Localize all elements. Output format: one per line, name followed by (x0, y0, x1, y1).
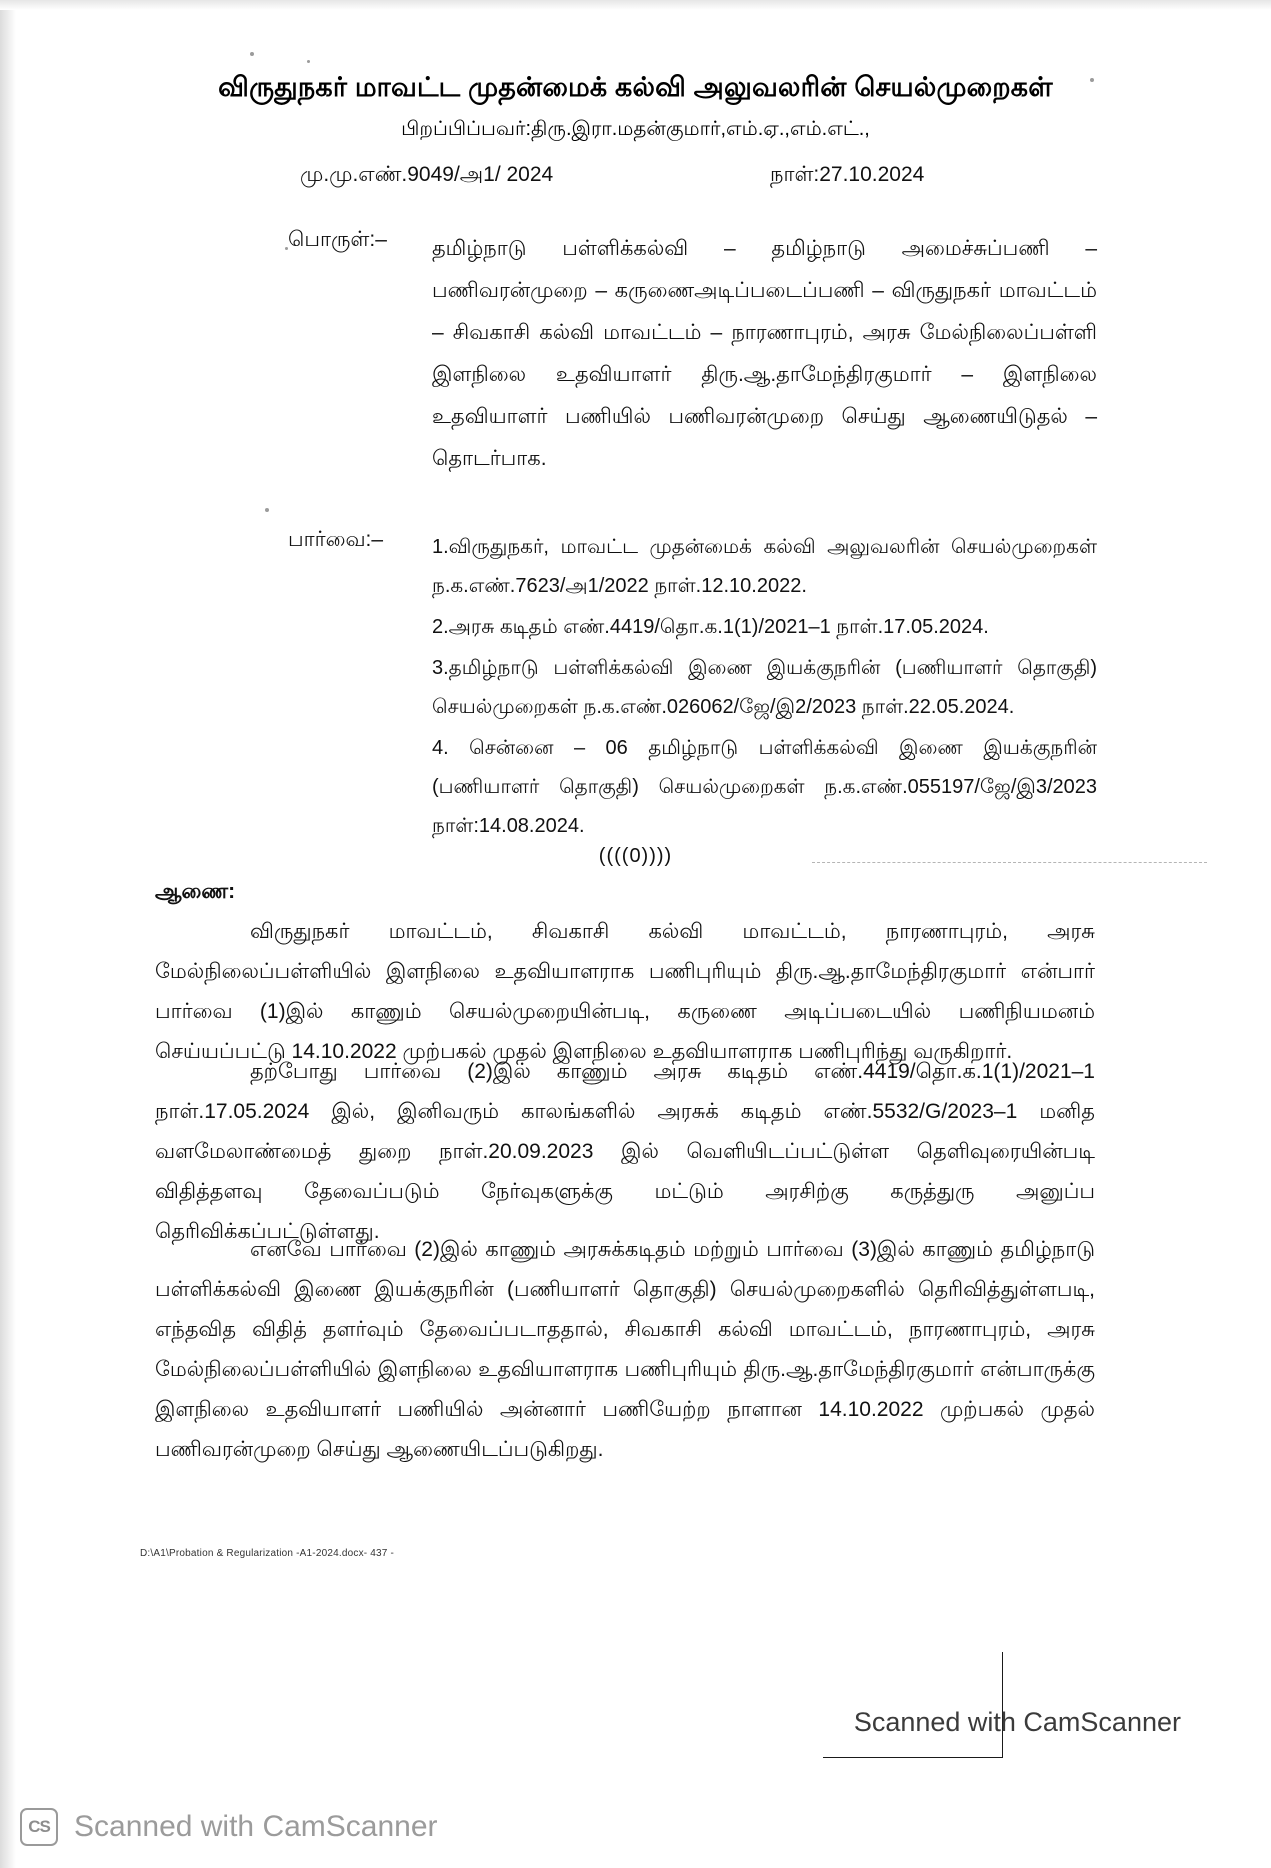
page-title: விருதுநகர் மாவட்ட முதன்மைக் கல்வி அலுவலரின் செயல்முறைகள் (218, 72, 1053, 102)
footer-file-path: D:\A1\Probation & Regularization -A1-2024.docx- 437 - (140, 1548, 395, 1559)
camscanner-watermark (20, 1808, 438, 1846)
reference-item: 1.விருதுநகர், மாவட்ட முதன்மைக் கல்வி அலுவலரின் செயல்முறைகள் ந.க.எண்.7623/அ1/2022 நாள்.12.10.2022. (432, 536, 1097, 597)
camscanner-logo-icon: CS (20, 1808, 58, 1846)
subject-label: பொருள்:– (288, 228, 387, 251)
order-paragraph-2 (155, 1052, 1095, 1252)
scan-corner-mark-horizontal (823, 1757, 1003, 1758)
order-label: ஆணை: (155, 880, 236, 903)
date-line: நாள்:27.10.2024 (770, 163, 925, 186)
scan-speck (265, 508, 269, 512)
reference-label: பார்வை:– (288, 528, 384, 551)
scan-speck (250, 52, 254, 56)
divider-line (812, 862, 1207, 863)
reference-item: 2.அரசு கடிதம் எண்.4419/தொ.க.1(1)/2021–1 நாள்.17.05.2024. (432, 616, 989, 638)
camscanner-label-right: Scanned with CamScanner (853, 1707, 1181, 1737)
order-paragraph-3 (155, 1230, 1095, 1470)
order-paragraph-1 (155, 912, 1095, 1072)
paragraph-text: தற்போது பார்வை (2)இல் காணும் அரசு கடிதம் எண்.4419/தொ.க.1(1)/2021–1 நாள்.17.05.2024 இல், இனிவரும் காலங்களில் அரசுக் கடிதம் எண்.5532/G/2023–1 மனித வளமேலாண்மைத் துறை நாள்.20.09.2023 இல் வெளியிடப்பட்டுள்ள தெளிவுரையின்படி விதித்தளவு தேவைப்படும் நேர்வுகளுக்கு மட்டும் அரசிற்கு கருத்துரு அனுப்ப தெரிவிக்கப்பட்டுள்ளது. (155, 1060, 1095, 1243)
scan-corner-mark-vertical (1002, 1652, 1003, 1757)
scan-speck (307, 60, 310, 63)
paragraph-text: எனவே பார்வை (2)இல் காணும் அரசுக்கடிதம் மற்றும் பார்வை (3)இல் காணும் தமிழ்நாடு பள்ளிக்கல்வி இணை இயக்குநரின் (பணியாளர் தொகுதி) செயல்முறைகளில் தெரிவித்துள்ளபடி, எந்தவித விதித் தளர்வும் தேவைப்படாததால், சிவகாசி கல்வி மாவட்டம், நாரணாபுரம், அரசு மேல்நிலைப்பள்ளியில் இளநிலை உதவியாளராக பணிபுரியும் திரு.ஆ.தாமேந்திரகுமார் என்பாருக்கு இளநிலை உதவியாளர் பணியில் அன்னார் பணியேற்ற நாளான 14.10.2022 முற்பகல் முதல் பணிவரன்முறை செய்து ஆணையிடப்படுகிறது. (155, 1238, 1095, 1461)
subject-text: தமிழ்நாடு பள்ளிக்கல்வி – தமிழ்நாடு அமைச்சுப்பணி – பணிவரன்முறை – கருணைஅடிப்படைப்பணி – விருதுநகர் மாவட்டம் – சிவகாசி கல்வி மாவட்டம் – நாரணாபுரம், அரசு மேல்நிலைப்பள்ளி இளநிலை உதவியாளர் திரு.ஆ.தாமேந்திரகுமார் – இளநிலை உதவியாளர் பணியில் பணிவரன்முறை செய்து ஆணையிடுதல் – தொடர்பாக. (432, 237, 1097, 470)
reference-item: 3.தமிழ்நாடு பள்ளிக்கல்வி இணை இயக்குநரின் (பணியாளர் தொகுதி) செயல்முறைகள் ந.க.எண்.026062/ஜே/இ2/2023 நாள்.22.05.2024. (432, 657, 1097, 718)
issuer-line: பிறப்பிப்பவர்:திரு.இரா.மதன்குமார்,எம்.ஏ.,எம்.எட்., (401, 118, 870, 140)
divider-symbol: ((((0)))) (598, 845, 673, 867)
reference-list (432, 528, 1097, 848)
reference-number: மு.மு.எண்.9049/அ1/ 2024 (300, 163, 554, 186)
reference-item: 4. சென்னை – 06 தமிழ்நாடு பள்ளிக்கல்வி இணை இயக்குநரின் (பணியாளர் தொகுதி) செயல்முறைகள் ந.க.எண்.055197/ஜே/இ3/2023 நாள்:14.08.2024. (432, 737, 1097, 837)
camscanner-label-bottom: Scanned with CamScanner (74, 1810, 438, 1843)
paragraph-text: விருதுநகர் மாவட்டம், சிவகாசி கல்வி மாவட்டம், நாரணாபுரம், அரசு மேல்நிலைப்பள்ளியில் இளநிலை உதவியாளராக பணிபுரியும் திரு.ஆ.தாமேந்திரகுமார் என்பார் பார்வை (1)இல் காணும் செயல்முறையின்படி, கருணை அடிப்படையில் பணிநியமனம் செய்யப்பட்டு 14.10.2022 முற்பகல் முதல் இளநிலை உதவியாளராக பணிபுரிந்து வருகிறார். (155, 920, 1095, 1063)
